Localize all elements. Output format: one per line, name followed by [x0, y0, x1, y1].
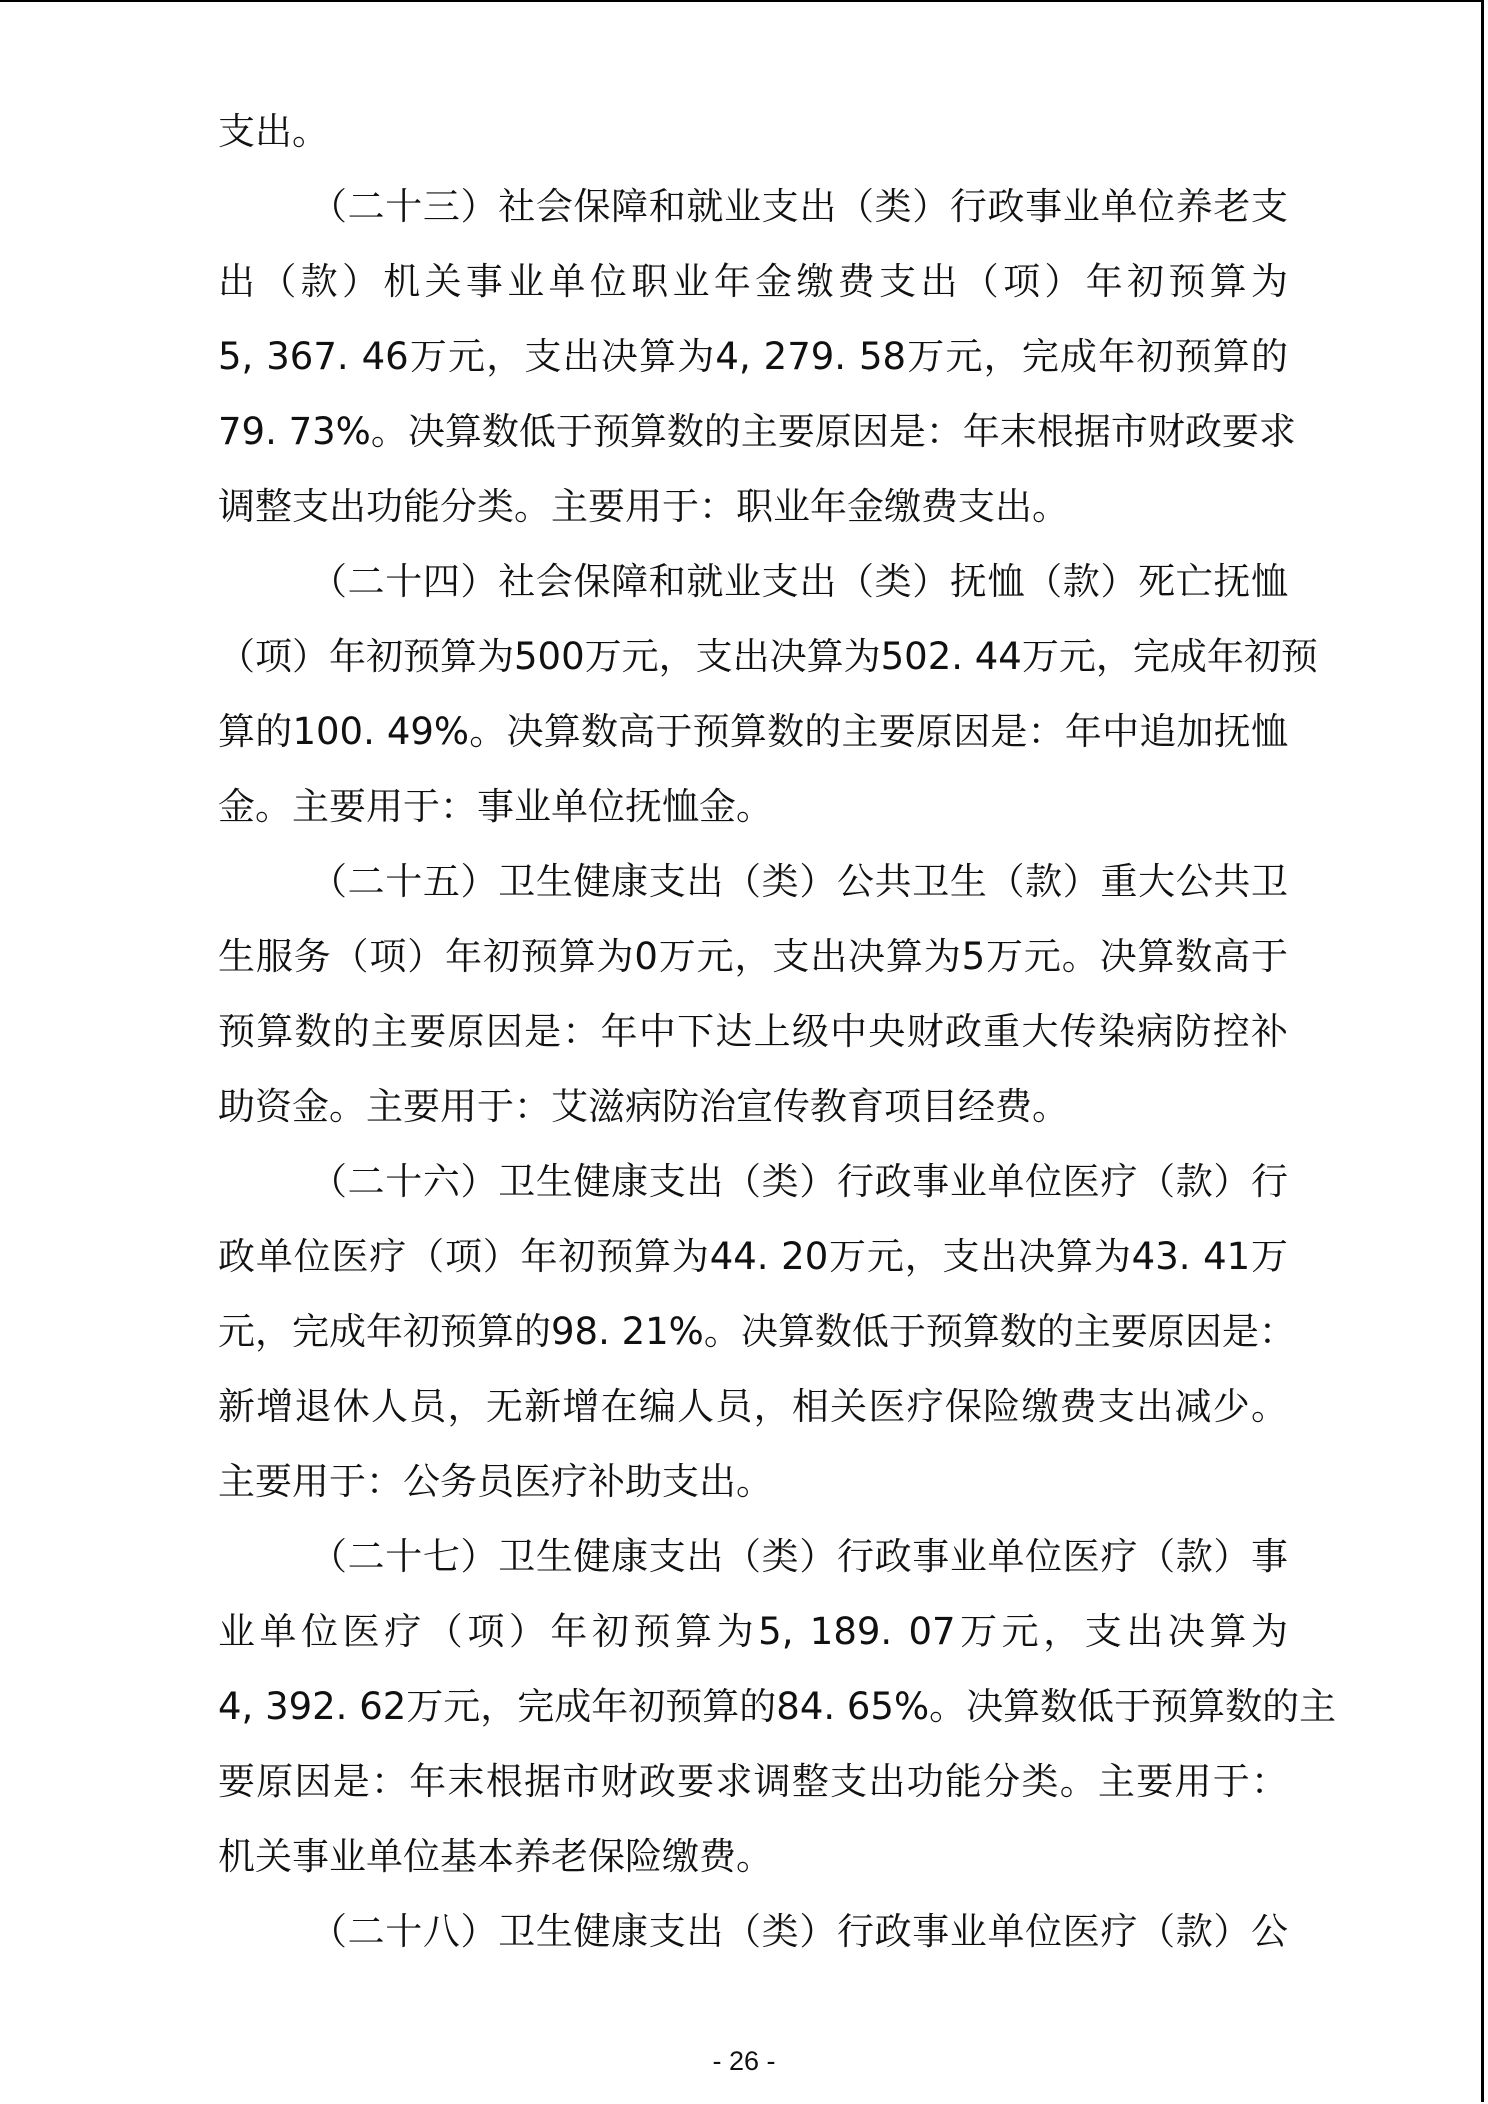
text-line: 4, 392. 62万元，完成年初预算的84. 65%。决算数低于预算数的主: [218, 1685, 1337, 1728]
text-line: （二十八）卫生健康支出（类）行政事业单位医疗（款）公: [310, 1910, 1288, 1953]
text-line: 业单位医疗（项）年初预算为5, 189. 07万元，支出决算为: [218, 1610, 1288, 1653]
text-line: 助资金。主要用于：艾滋病防治宣传教育项目经费。: [218, 1085, 1069, 1128]
text-line: 主要用于：公务员医疗补助支出。: [218, 1460, 773, 1503]
page-number: - 26 -: [712, 2046, 776, 2076]
text-line: （二十五）卫生健康支出（类）公共卫生（款）重大公共卫: [310, 860, 1288, 903]
text-line: 机关事业单位基本养老保险缴费。: [218, 1835, 773, 1878]
text-line: （二十四）社会保障和就业支出（类）抚恤（款）死亡抚恤: [310, 560, 1288, 603]
text-line: 新增退休人员，无新增在编人员，相关医疗保险缴费支出减少。: [218, 1385, 1288, 1428]
text-line: （二十三）社会保障和就业支出（类）行政事业单位养老支: [310, 185, 1288, 228]
text-line: （二十六）卫生健康支出（类）行政事业单位医疗（款）行: [310, 1160, 1288, 1203]
text-line: 要原因是：年末根据市财政要求调整支出功能分类。主要用于：: [218, 1760, 1288, 1803]
body-text: [218, 94, 1337, 1969]
text-line: 元，完成年初预算的98. 21%。决算数低于预算数的主要原因是：: [218, 1310, 1296, 1353]
text-line: （项）年初预算为500万元，支出决算为502. 44万元，完成年初预: [218, 635, 1318, 678]
text-line: 算的100. 49%。决算数高于预算数的主要原因是：年中追加抚恤: [218, 710, 1288, 753]
text-line: 生服务（项）年初预算为0万元，支出决算为5万元。决算数高于: [218, 935, 1288, 978]
text-line: 支出。: [218, 110, 329, 153]
text-line: 出（款）机关事业单位职业年金缴费支出（项）年初预算为: [218, 260, 1288, 303]
text-line: 预算数的主要原因是：年中下达上级中央财政重大传染病防控补: [218, 1010, 1288, 1053]
text-line: 金。主要用于：事业单位抚恤金。: [218, 785, 773, 828]
text-line: （二十七）卫生健康支出（类）行政事业单位医疗（款）事: [310, 1535, 1288, 1578]
text-line: 79. 73%。决算数低于预算数的主要原因是：年末根据市财政要求: [218, 410, 1296, 453]
text-line: 政单位医疗（项）年初预算为44. 20万元，支出决算为43. 41万: [218, 1235, 1288, 1278]
text-line: 调整支出功能分类。主要用于：职业年金缴费支出。: [218, 485, 1069, 528]
text-line: 5, 367. 46万元，支出决算为4, 279. 58万元，完成年初预算的: [218, 335, 1288, 378]
